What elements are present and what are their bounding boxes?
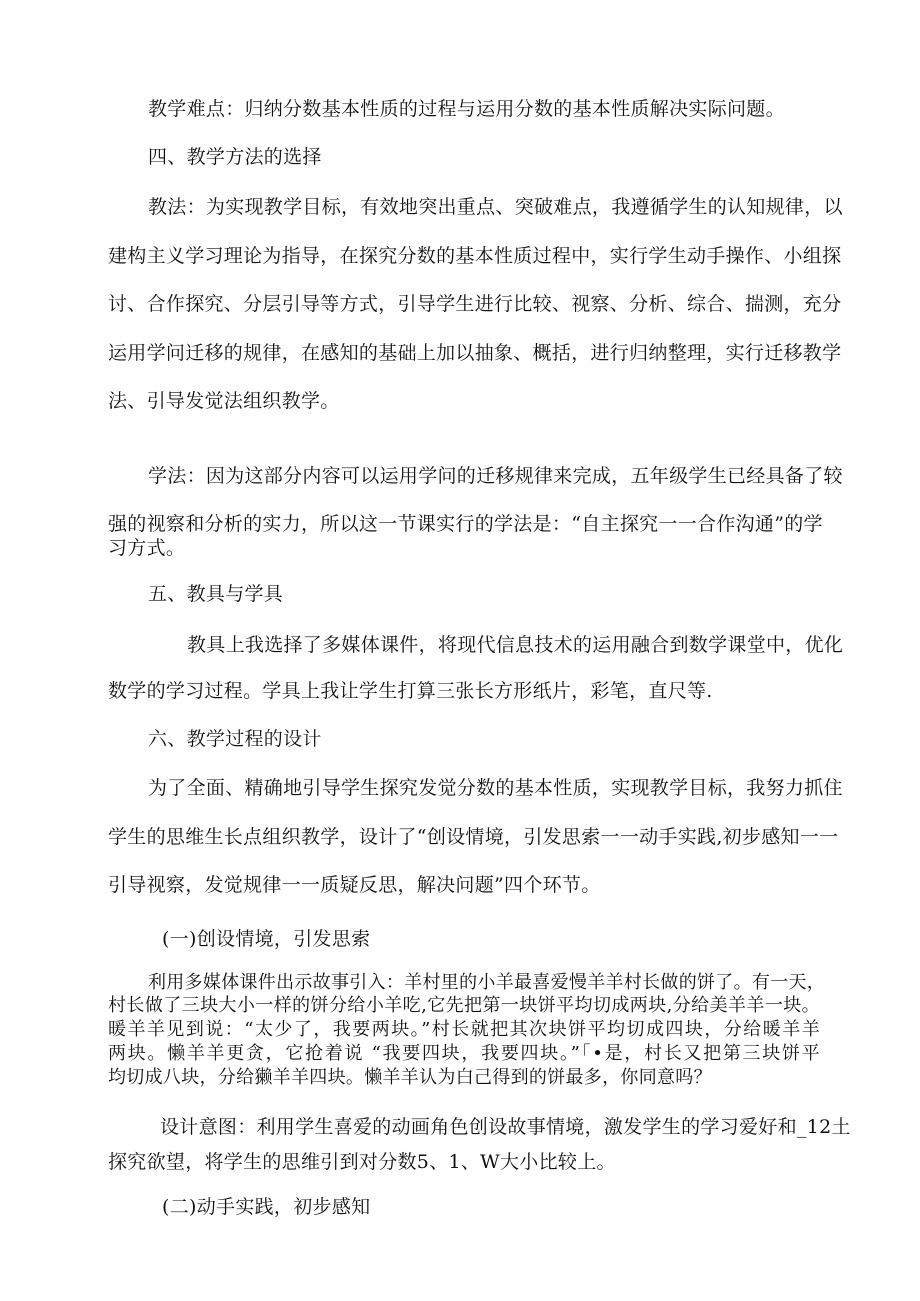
subheading-create-situation: (一)创设情境，引发思索 (162, 928, 371, 950)
paragraph-story-line-5: 均切成八块，分给獭羊羊四块。懒羊羊认为白己得到的饼最多，你同意吗？ (108, 1067, 712, 1088)
paragraph-process-line-1: 为了全面、精确地引导学生探究发觉分数的基本性质，实现教学目标，我努力抓住 (148, 777, 843, 799)
paragraph-teaching-tools-line-1: 教具上我选择了多媒体课件，将现代信息技术的运用融合到数学课堂中，优化 (187, 634, 844, 656)
paragraph-learning-method-line-1: 学法：因为这部分内容可以运用学问的迁移规律来完成，五年级学生已经具备了较 (148, 465, 843, 487)
paragraph-teaching-method-line-1: 教法：为实现教学目标，有效地突出重点、突破难点，我遵循学生的认知规律，以 (148, 196, 843, 218)
paragraph-design-intent-line-1: 设计意图：利用学生喜爱的动画角色创设故事情境，激发学生的学习爱好和_12土 (160, 1116, 851, 1138)
paragraph-story-line-2: 村长做了三块大小一样的饼分给小羊吃,它先把第一块饼平均切成两块,分给美羊羊一块。 (108, 995, 820, 1016)
paragraph-learning-method-line-2: 强的视察和分析的实力，所以这一节课实行的学法是：“自主探究一一合作沟通”的学 (108, 513, 823, 535)
heading-teaching-tools: 五、教具与学具 (148, 583, 284, 605)
paragraph-teaching-method-line-5: 法、引导发觉法组织教学。 (108, 390, 340, 412)
paragraph-story-line-3: 暖羊羊见到说：“太少了，我要两块。”村长就把其次块饼平均切成四块，分给暖羊羊 (108, 1019, 820, 1040)
paragraph-teaching-method-line-3: 讨、合作探究、分层引导等方式，引导学生进行比较、视察、分析、综合、揣测，充分 (108, 293, 842, 315)
paragraph-teaching-method-line-4: 运用学问迁移的规律，在感知的基础上加以抽象、概括，进行归纳整理，实行迁移教学 (108, 342, 842, 364)
subheading-hands-on-practice: (二)动手实践，初步感知 (162, 1196, 371, 1218)
heading-teaching-methods: 四、教学方法的选择 (148, 146, 322, 168)
paragraph-process-line-2: 学生的思维生长点组织教学，设计了“创设情境，引发思索一一动手实践,初步感知一一 (108, 826, 839, 848)
paragraph-process-line-3: 引导视察，发觉规律一一质疑反思，解决问题”四个环节。 (108, 874, 601, 896)
paragraph-design-intent-line-2: 探究欲望，将学生的思维引到对分数5、1、W大小比较上。 (108, 1151, 616, 1173)
paragraph-teaching-tools-line-2: 数学的学习过程。学具上我让学生打算三张长方形纸片，彩笔，直尺等. (108, 680, 713, 702)
paragraph-story-line-1: 利用多媒体课件出示故事引入：羊村里的小羊最喜爱慢羊羊村长做的饼了。有一天， (148, 972, 826, 993)
heading-teaching-process: 六、教学过程的设计 (148, 728, 322, 750)
paragraph-teaching-method-line-2: 建构主义学习理论为指导，在探究分数的基本性质过程中，实行学生动手操作、小组探 (108, 245, 842, 267)
paragraph-story-line-4: 两块。懒羊羊更贪，它抢着说 “我要四块，我要四块。”「•是，村长又把第三块饼平 (108, 1043, 820, 1064)
paragraph-teaching-difficulty: 教学难点：归纳分数基本性质的过程与运用分数的基本性质解决实际问题。 (148, 98, 785, 120)
paragraph-learning-method-line-3: 习方式。 (108, 537, 186, 559)
